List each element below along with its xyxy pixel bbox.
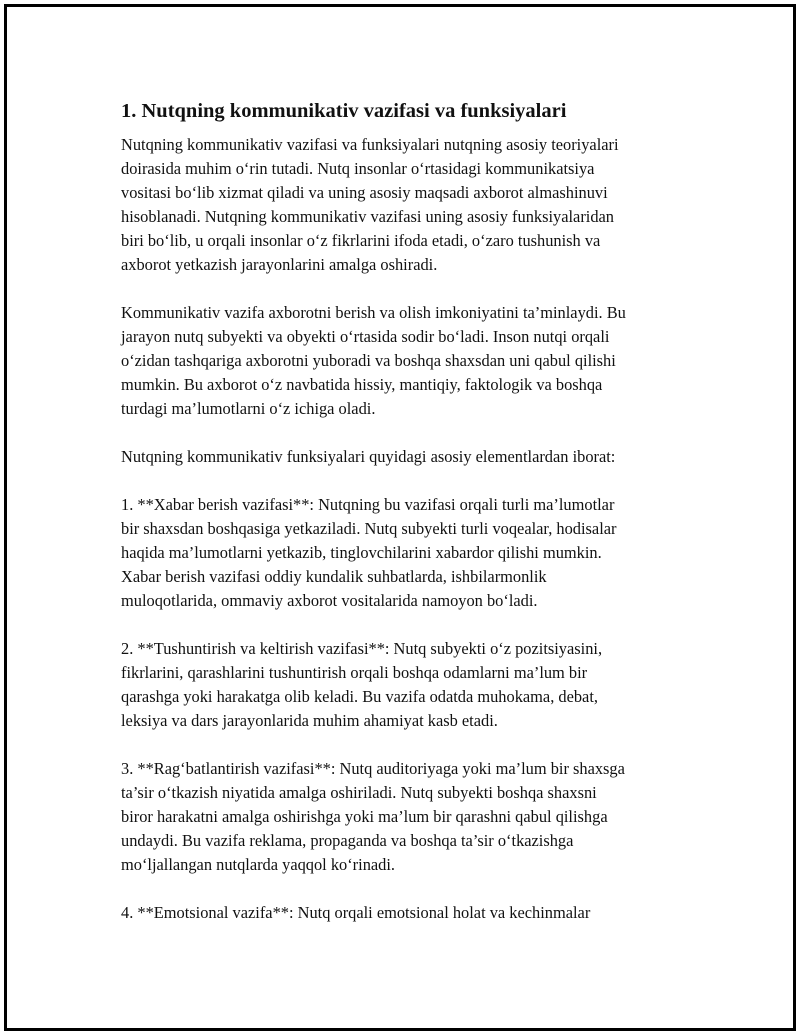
paragraph-intro	[121, 133, 701, 277]
paragraph-communicative-task	[121, 301, 701, 421]
text-line: axborot yetkazish jarayonlarini amalga oshiradi.	[121, 255, 438, 274]
text-line: hisoblanadi. Nutqning kommunikativ vazifasi uning asosiy funksiyalaridan	[121, 207, 615, 226]
text-line: turdagi ma’lumotlarni o‘z ichiga oladi.	[121, 399, 376, 418]
text-line: mumkin. Bu axborot o‘z navbatida hissiy, mantiqiy, faktologik va boshqa	[121, 375, 603, 394]
page-frame	[4, 4, 796, 1031]
text-line: Nutqning kommunikativ vazifasi va funksiyalari nutqning asosiy teoriyalari	[121, 135, 619, 154]
text-line: 1. **Xabar berish vazifasi**: Nutqning bu vazifasi orqali turli ma’lumotlar	[121, 495, 615, 514]
text-line: ta’sir o‘tkazish niyatida amalga oshiriladi. Nutq subyekti boshqa shaxsni	[121, 783, 597, 802]
text-line: biror harakatni amalga oshirishga yoki ma’lum bir qarashni qabul qilishga	[121, 807, 608, 826]
text-line: Kommunikativ vazifa axborotni berish va olish imkoniyatini ta’minlaydi. Bu	[121, 303, 626, 322]
list-item-2	[121, 637, 701, 733]
text-line: qarashga yoki harakatga olib keladi. Bu vazifa odatda muhokama, debat,	[121, 687, 598, 706]
text-line: o‘zidan tashqariga axborotni yuboradi va boshqa shaxsdan uni qabul qilishi	[121, 351, 616, 370]
text-line: undaydi. Bu vazifa reklama, propaganda va boshqa ta’sir o‘tkazishga	[121, 831, 574, 850]
text-line: leksiya va dars jarayonlarida muhim ahamiyat kasb etadi.	[121, 711, 498, 730]
text-line: doirasida muhim o‘rin tutadi. Nutq insonlar o‘rtasidagi kommunikatsiya	[121, 159, 595, 178]
text-line: mo‘ljallangan nutqlarda yaqqol ko‘rinadi.	[121, 855, 396, 874]
text-line: muloqotlarida, ommaviy axborot vositalarida namoyon bo‘ladi.	[121, 591, 538, 610]
document-body	[121, 97, 701, 949]
paragraph-elements-intro	[121, 445, 701, 469]
text-line: bir shaxsdan boshqasiga yetkaziladi. Nutq subyekti turli voqealar, hodisalar	[121, 519, 617, 538]
text-line: 2. **Tushuntirish va keltirish vazifasi**: Nutq subyekti o‘z pozitsiyasini,	[121, 639, 603, 658]
text-line: Nutqning kommunikativ funksiyalari quyidagi asosiy elementlardan iborat:	[121, 447, 616, 466]
text-line: 3. **Rag‘batlantirish vazifasi**: Nutq auditoriyaga yoki ma’lum bir shaxsga	[121, 759, 625, 778]
text-line: biri bo‘lib, u orqali insonlar o‘z fikrlarini ifoda etadi, o‘zaro tushunish va	[121, 231, 601, 250]
text-line: fikrlarini, qarashlarini tushuntirish orqali boshqa odamlarni ma’lum bir	[121, 663, 588, 682]
text-line: haqida ma’lumotlarni yetkazib, tinglovchilarini xabardor qilishi mumkin.	[121, 543, 602, 562]
list-item-3	[121, 757, 701, 877]
text-line: Xabar berish vazifasi oddiy kundalik suhbatlarda, ishbilarmonlik	[121, 567, 547, 586]
section-heading: 1. Nutqning kommunikativ vazifasi va funksiyalari	[121, 100, 567, 122]
text-line: jarayon nutq subyekti va obyekti o‘rtasida sodir bo‘ladi. Inson nutqi orqali	[121, 327, 610, 346]
text-line: vositasi bo‘lib xizmat qiladi va uning asosiy maqsadi axborot almashinuvi	[121, 183, 608, 202]
list-item-4	[121, 901, 701, 925]
text-line: 4. **Emotsional vazifa**: Nutq orqali emotsional holat va kechinmalar	[121, 903, 591, 922]
list-item-1	[121, 493, 701, 613]
